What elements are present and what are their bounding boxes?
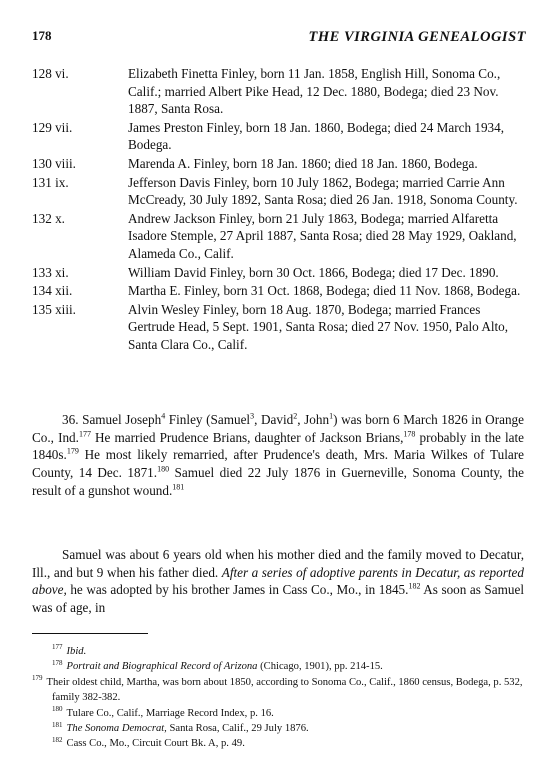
entry-number: 131 [32,174,52,190]
child-entry [32,155,524,173]
entry-number: 132 [32,210,52,226]
footnote: $^{181}$ The Sonoma Democrat, Santa Rosa, Calif., 29 July 1876. [52,720,309,735]
entry-roman: vii. [55,119,73,135]
entry-number: 128 [32,66,52,81]
entry-text: Jefferson Davis Finley, born 10 July 1862, Bodega; married Carrie Ann McCready, 30 July 1892, Santa Rosa; died 26 Jan. 1918, Sonoma County. [128,174,518,208]
child-entry [32,210,524,263]
entry-number: 133 [32,264,52,280]
body-paragraph-adoption: Samuel was about 6 years old when his mother died and the family moved to Decatur, Ill., and but 9 when his father died. After a series of adoptive parents in Decatur, as reported above, he was adopted by his brother James in Cass Co., Mo., in 1845.$^{182}$ As soon as Samuel was of age, in [32,547,524,615]
entry-number: 135 [32,301,52,317]
child-list [32,65,524,355]
entry-text: James Preston Finley, born 18 Jan. 1860, Bodega; died 24 March 1934, Bodega. [128,119,505,153]
child-entry [32,301,524,354]
footnote: $^{177}$ Ibid. [52,643,87,657]
child-entry [32,119,524,154]
entry-roman: viii. [55,155,76,171]
entry-text: William David Finley, born 30 Oct. 1866, Bodega; died 17 Dec. 1890. [128,264,499,280]
footnote: $^{180}$ Tulare Co., Calif., Marriage Record Index, p. 16. [52,705,274,719]
footnote-ref: 179 [66,446,79,456]
entry-roman: xi. [55,264,69,280]
footnote-divider [32,633,148,634]
child-entry [32,65,524,118]
entry-text: Martha E. Finley, born 31 Oct. 1868, Bodega; died 11 Nov. 1868, Bodega. [128,283,521,299]
running-title: THE VIRGINIA GENEALOGIST [308,29,526,45]
entry-number: 134 [32,283,52,299]
child-entry [32,174,524,209]
entry-text: Andrew Jackson Finley, born 21 July 1863, Bodega; married Alfaretta Isadore Stemple, 27 April 1887, Santa Rosa; died 28 May 1929, Oakland, Alameda Co., Calif. [128,210,517,261]
entry-roman: xii. [55,283,73,299]
entry-text: Elizabeth Finetta Finley, born 11 Jan. 1858, English Hill, Sonoma Co., Calif.; married Albert Pike Head, 12 Dec. 1880, Bodega; died 23 Nov. 1887, Santa Rosa. [128,66,501,117]
entry-text: Marenda A. Finley, born 18 Jan. 1860; died 18 Jan. 1860, Bodega. [128,155,478,171]
entry-roman: vi. [55,66,69,81]
footnote-ref: 180 [157,464,170,474]
footnote-ref: 181 [172,482,185,492]
entry-text: Alvin Wesley Finley, born 18 Aug. 1870, Bodega; married Frances Gertrude Head, 5 Sept. 1901, Santa Rosa; died 27 Nov. 1950, Palo Alto, Santa Clara Co., Calif. [128,301,509,352]
entry-number: 129 [32,119,52,135]
entry-number: 130 [32,155,52,171]
page-number: 178 [32,28,52,43]
footnote-ref: 177 [78,429,91,439]
footnote-ref: 182 [408,581,421,591]
entry-roman: ix. [55,174,69,190]
entry-roman: xiii. [55,301,76,317]
body-paragraph-samuel: 36. Samuel Joseph$^4$ Finley (Samuel$^3$, David$^2$, John$^1$) was born 6 March 1826 in Orange Co., Ind.$^{177}$ He married Prudence Brians, daughter of Jackson Brians,$^{178}$ probably in the late 1840s.$^{179}$ He most likely remarried, after Prudence's death, Mrs. Maria Wilkes of Tulare County, 14 Dec. 1871.$^{180}$ Samuel died 22 July 1876 in Guerneville, Sonoma County, the result of a gunshot wound.$^{181}$ [32,411,525,498]
entry-roman: x. [55,210,65,226]
child-entry [32,264,524,282]
footnote: $^{178}$ Portrait and Biographical Record of Arizona (Chicago, 1901), pp. 214-15. [52,658,383,673]
footnote: $^{179}$ Their oldest child, Martha, was born about 1850, according to Sonoma Co., Calif., 1860 census, Bodega, p. 532, family 382-382. [32,674,523,704]
footnote: $^{182}$ Cass Co., Mo., Circuit Court Bk. A, p. 49. [52,735,245,750]
footnote-ref: 178 [403,429,416,439]
child-entry [32,282,524,300]
footnotes [32,644,524,752]
